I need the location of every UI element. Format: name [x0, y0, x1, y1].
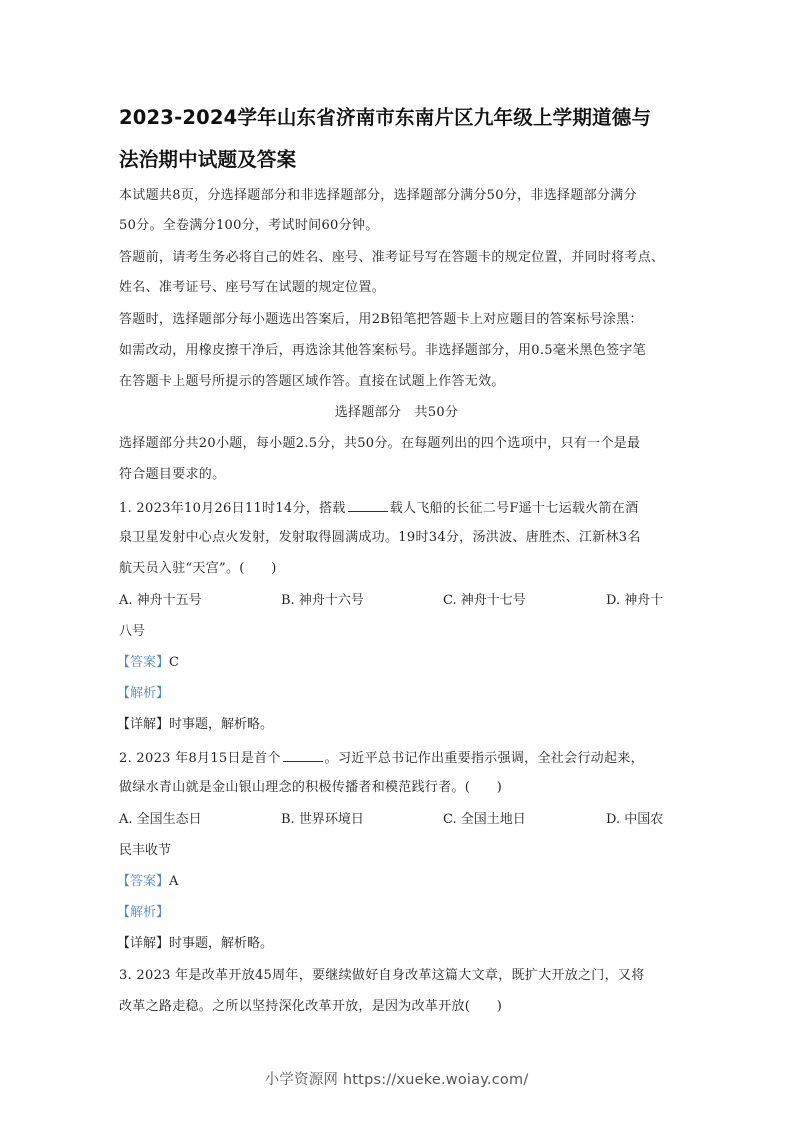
detail-text: 时事题，解析略。 [169, 936, 274, 951]
question-2-option-a: A. 全国生态日 [119, 812, 202, 827]
question-1-analysis [117, 684, 169, 704]
question-1-option-d: D. 神舟十 [606, 593, 664, 608]
fill-in-blank [348, 497, 388, 512]
instruction-line: 在答题卡上题号所提示的答题区域作答。直接在试题上作答无效。 [119, 374, 505, 389]
question-1-answer [117, 653, 179, 673]
question-2-option-c: C. 全国土地日 [443, 812, 526, 827]
fill-in-blank [283, 747, 323, 762]
section-intro-line: 符合题目要求的。 [119, 467, 226, 482]
section-heading: 选择题部分 共50分 [334, 405, 459, 420]
question-3-stem-line-2: 改革之路走稳。之所以坚持深化改革开放，是因为改革开放( ) [119, 999, 503, 1014]
instruction-line: 答题前，请考生务必将自己的姓名、座号、准考证号写在答题卡的规定位置，并同时将考点、 [119, 250, 665, 265]
question-2-stem-line-2: 做绿水青山就是金山银山理念的积极传播者和模范践行者。( ) [119, 780, 503, 795]
question-1-option-b: B. 神舟十六号 [281, 593, 364, 608]
question-2-detail [117, 934, 273, 954]
instruction-line: 如需改动，用橡皮擦干净后，再选涂其他答案标号。非选择题部分，用0.5毫米黑色签字笔 [119, 343, 646, 358]
instruction-line: 答题时，选择题部分每小题选出答案后，用2B铅笔把答题卡上对应题目的答案标号涂黑： [119, 312, 643, 327]
question-2-stem-after-blank: 。习近平总书记作出重要指示强调，全社会行动起来， [324, 751, 644, 766]
detail-label: 【详解】 [117, 717, 170, 732]
question-1-option-a: A. 神舟十五号 [119, 593, 202, 608]
detail-label: 【详解】 [117, 936, 170, 951]
question-2-analysis [117, 903, 169, 923]
analysis-label: 【解析】 [117, 686, 170, 701]
answer-value: C [169, 655, 179, 670]
question-1-option-d-wrap: 八号 [119, 624, 146, 639]
question-2-option-d-wrap: 民丰收节 [119, 843, 172, 858]
question-1-option-c: C. 神舟十七号 [443, 593, 526, 608]
question-1-stem-before-blank: 1. 2023年10月26日11时14分，搭载 [119, 501, 346, 516]
question-1-detail [117, 715, 273, 735]
document-title-line-2: 法治期中试题及答案 [119, 148, 297, 171]
question-2-answer [117, 872, 178, 892]
question-2-stem-before-blank: 2. 2023 年8月15日是首个 [119, 751, 281, 766]
analysis-label: 【解析】 [117, 905, 170, 920]
question-1-stem-line-1 [119, 497, 679, 519]
instruction-line: 50分。全卷满分100分，考试时间60分钟。 [119, 218, 379, 233]
answer-label: 【答案】 [117, 874, 170, 889]
answer-label: 【答案】 [117, 655, 170, 670]
question-2-stem-line-1 [119, 747, 679, 769]
question-1-stem-line-3: 航天员入驻“天宫”。( ) [119, 561, 277, 576]
question-1-stem-line-2: 泉卫星发射中心点火发射，发射取得圆满成功。19时34分，汤洪波、唐胜杰、江新林3名 [119, 530, 641, 545]
question-2-option-b: B. 世界环境日 [281, 812, 364, 827]
answer-value: A [169, 874, 179, 889]
detail-text: 时事题，解析略。 [169, 717, 274, 732]
question-3-stem-line-1: 3. 2023 年是改革开放45周年，要继续做好自身改革这篇大文章，既扩大开放之门，又将 [119, 968, 645, 983]
instruction-line: 本试题共8页，分选择题部分和非选择题部分，选择题部分满分50分，非选择题部分满分 [119, 188, 637, 203]
question-2-option-d: D. 中国农 [606, 812, 664, 827]
question-1-stem-after-blank: 载人飞船的长征二号F遥十七运载火箭在酒 [389, 501, 639, 516]
document-title-line-1: 2023-2024学年山东省济南市东南片区九年级上学期道德与 [119, 106, 652, 129]
section-intro-line: 选择题部分共20小题，每小题2.5分，共50分。在每题列出的四个选项中，只有一个是最 [119, 436, 641, 451]
footer-watermark: 小学资源网 https://xueke.woiay.com/ [264, 1072, 529, 1088]
instruction-line: 姓名、准考证号、座号写在试题的规定位置。 [119, 280, 386, 295]
